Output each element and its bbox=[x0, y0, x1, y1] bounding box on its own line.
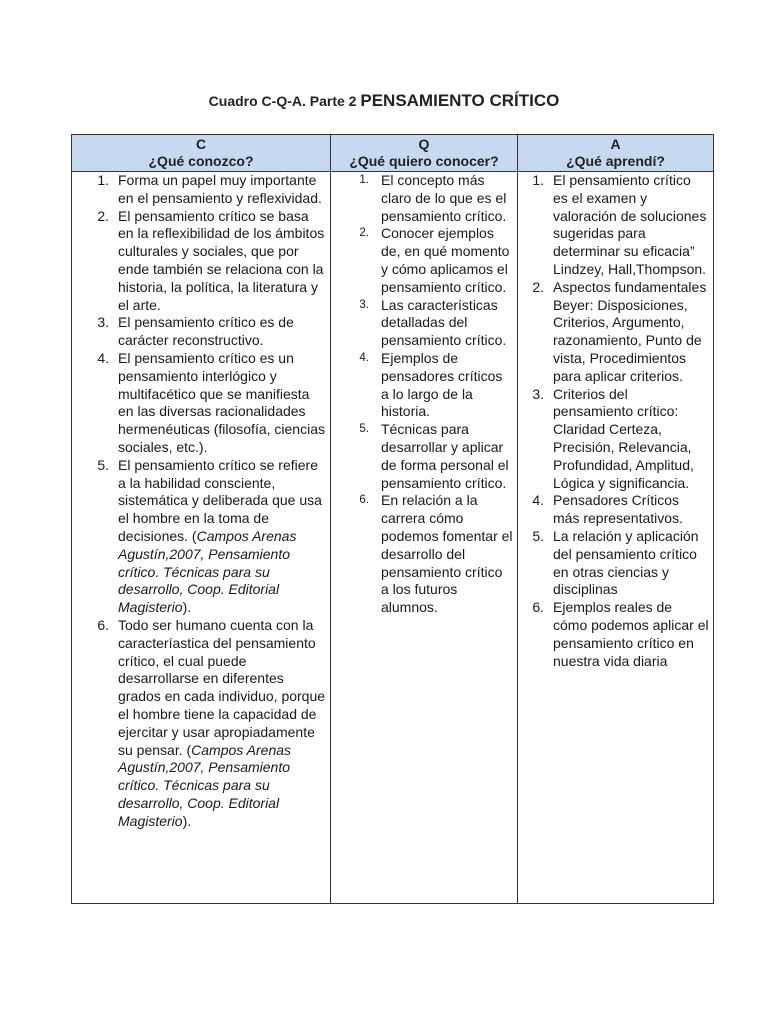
item-text: Forma un papel muy importante en el pensamiento y reflexividad. bbox=[118, 172, 322, 206]
item-number: 3. bbox=[97, 314, 109, 331]
item-number: 1. bbox=[532, 172, 544, 188]
item-citation: Campos Arenas Agustín,2007, Pensamiento crítico. Técnicas para su desarrollo, Coop. Editorial Magisterio bbox=[118, 741, 292, 829]
header-a-question: ¿Qué aprendí? bbox=[566, 153, 665, 169]
header-q-question: ¿Qué quiero conocer? bbox=[349, 153, 499, 169]
item-text: La relación y aplicación del pensamiento crítico en otras ciencias y disciplinas bbox=[553, 527, 699, 598]
item-number: 4. bbox=[532, 492, 544, 509]
item-text: Conocer ejemplos de, en qué momento y cómo aplicamos el pensamiento crítico. bbox=[381, 225, 510, 295]
list-item bbox=[72, 457, 330, 617]
item-text: Técnicas para desarrollar y aplicar de forma personal el pensamiento crítico. bbox=[381, 421, 509, 491]
item-number: 3. bbox=[359, 298, 369, 311]
item-text: El pensamiento crítico es de carácter reconstructivo. bbox=[118, 314, 294, 349]
item-text: En relación a la carrera cómo podemos fomentar el desarrollo del pensamiento crítico a los futuros alumnos. bbox=[381, 492, 513, 616]
a-list bbox=[518, 172, 713, 670]
list-item bbox=[72, 617, 330, 831]
item-number: 5. bbox=[532, 527, 544, 544]
item-text: Todo ser humano cuenta con la caracteríastica del pensamiento crítico, el cual puede desarrollarse en diferentes grados en cada individuo, porque el hombre tiene la capacidad de ejercitar y usar apropiadamente su pensar. ( bbox=[118, 616, 326, 758]
item-tail: ). bbox=[182, 599, 192, 616]
item-text: Criterios del pensamiento crítico: Claridad Certeza, Precisión, Relevancia, Profundidad, Amplitud, Lógica y significancia. bbox=[553, 385, 694, 491]
list-item bbox=[72, 172, 330, 208]
cqa-table bbox=[71, 134, 714, 904]
list-item bbox=[72, 314, 330, 350]
title-prefix: Cuadro C-Q-A. Parte 2 bbox=[208, 93, 361, 109]
item-text: El pensamiento crítico es el examen y valoración de soluciones sugeridas para determinar su eficacia” Lindzey, Hall,Thompson. bbox=[553, 172, 707, 277]
item-text: El pensamiento crítico es un pensamiento interlógico y multifacético que se manifiesta en las diversas racionalidades hermenéuticas (filosofía, ciencias sociales, etc.). bbox=[118, 349, 325, 455]
column-c-cell bbox=[72, 172, 331, 904]
item-tail: ). bbox=[182, 812, 192, 829]
list-item bbox=[518, 528, 713, 599]
column-a-cell bbox=[518, 172, 714, 904]
item-text: Pensadores Críticos más representativos. bbox=[553, 492, 683, 527]
c-list bbox=[72, 172, 330, 830]
item-number: 6. bbox=[97, 616, 109, 633]
item-number: 2. bbox=[532, 278, 544, 295]
list-item bbox=[331, 225, 517, 296]
content-row bbox=[72, 172, 714, 904]
item-number: 3. bbox=[532, 385, 544, 402]
list-item bbox=[518, 172, 713, 279]
header-row bbox=[72, 135, 714, 172]
item-text: Aspectos fundamentales Beyer: Disposiciones, Criterios, Argumento, razonamiento, Punto de vista, Procedimientos para aplicar criterios. bbox=[553, 278, 707, 384]
list-item bbox=[331, 421, 517, 492]
list-item bbox=[518, 279, 713, 386]
header-a bbox=[518, 135, 714, 172]
page-title bbox=[0, 91, 768, 111]
header-a-letter: A bbox=[610, 136, 621, 152]
list-item bbox=[518, 386, 713, 493]
item-number: 1. bbox=[359, 174, 369, 186]
list-item bbox=[331, 492, 517, 617]
item-number: 4. bbox=[359, 351, 369, 364]
item-number: 5. bbox=[97, 456, 109, 473]
item-number: 6. bbox=[359, 494, 369, 507]
item-number: 1. bbox=[97, 172, 109, 188]
header-q bbox=[331, 135, 518, 172]
list-item bbox=[331, 297, 517, 350]
item-number: 2. bbox=[97, 207, 109, 224]
item-citation: Campos Arenas Agustín,2007, Pensamiento crítico. Técnicas para su desarrollo, Coop. Editorial Magisterio bbox=[118, 527, 297, 616]
title-main: PENSAMIENTO CRÍTICO bbox=[360, 91, 560, 110]
item-number: 5. bbox=[359, 423, 369, 436]
list-item bbox=[72, 208, 330, 315]
list-item bbox=[72, 350, 330, 457]
header-c-letter: C bbox=[195, 136, 207, 152]
item-text: Ejemplos reales de cómo podemos aplicar el pensamiento crítico en nuestra vida diaria bbox=[553, 599, 709, 669]
header-c bbox=[72, 135, 331, 172]
list-item bbox=[331, 350, 517, 421]
list-item bbox=[518, 492, 713, 528]
column-q-cell bbox=[331, 172, 518, 904]
list-item bbox=[331, 172, 517, 225]
item-text: El concepto más claro de lo que es el pensamiento crítico. bbox=[381, 172, 507, 224]
header-c-question: ¿Qué conozco? bbox=[148, 153, 254, 169]
item-number: 2. bbox=[359, 227, 369, 240]
item-text: El pensamiento crítico se basa en la reflexibilidad de los ámbitos culturales y sociales, que por ende también se relaciona con la historia, la política, la literatura y el arte. bbox=[118, 207, 325, 313]
header-q-letter: Q bbox=[418, 136, 430, 152]
item-text: El pensamiento crítico se refiere a la habilidad consciente, sistemática y deliberada que usa el hombre en la toma de decisiones. ( bbox=[118, 456, 322, 544]
item-number: 6. bbox=[532, 599, 544, 616]
item-text: Ejemplos de pensadores críticos a lo largo de la historia. bbox=[381, 349, 503, 420]
item-text: Las características detalladas del pensamiento crítico. bbox=[381, 296, 507, 349]
list-item bbox=[518, 599, 713, 670]
item-number: 4. bbox=[97, 349, 109, 366]
q-list bbox=[331, 172, 517, 617]
